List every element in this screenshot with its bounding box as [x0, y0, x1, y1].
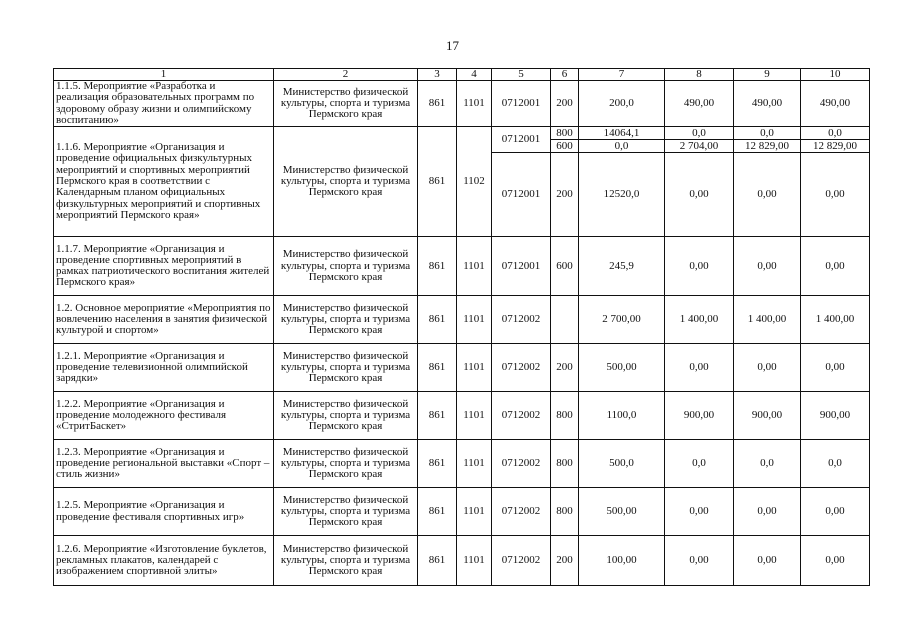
- value-col8: 0,00: [665, 237, 734, 296]
- vr-cell: 800: [551, 440, 579, 488]
- value-col7: 245,9: [579, 237, 665, 296]
- page-number: 17: [446, 38, 459, 53]
- value-col7: 14064,1: [579, 127, 665, 140]
- csr-cell: 0712002: [492, 488, 551, 536]
- ministry-cell: Министерство физической культуры, спорта и туризма Пермского края: [274, 344, 418, 392]
- csr-cell: 0712002: [492, 440, 551, 488]
- table-row: [54, 237, 870, 296]
- ministry-cell: Министерство физической культуры, спорта и туризма Пермского края: [274, 536, 418, 586]
- csr-cell: 0712002: [492, 296, 551, 344]
- table-row: [54, 81, 870, 127]
- event-name: 1.2.5. Мероприятие «Организация и проведение фестиваля спортивных игр»: [54, 488, 274, 536]
- table-row: [54, 392, 870, 440]
- ministry-cell: Министерство физической культуры, спорта и туризма Пермского края: [274, 488, 418, 536]
- col-header: 4: [457, 69, 492, 81]
- csr-cell: 0712001: [492, 153, 551, 237]
- value-col7: 0,0: [579, 140, 665, 153]
- value-col10: 0,00: [801, 153, 870, 237]
- event-name: 1.1.5. Мероприятие «Разработка и реализация образовательных программ по здоровому образу жизни и олимпийскому воспитанию»: [54, 81, 274, 127]
- csr-cell: 0712001: [492, 81, 551, 127]
- value-col8: 0,0: [665, 440, 734, 488]
- value-col10: 490,00: [801, 81, 870, 127]
- value-col7: 500,00: [579, 488, 665, 536]
- value-col9: 0,00: [734, 153, 801, 237]
- event-name: 1.2.3. Мероприятие «Организация и проведение региональной выставки «Спорт – стиль жизни»: [54, 440, 274, 488]
- table-row: [54, 344, 870, 392]
- ministry-cell: Министерство физической культуры, спорта и туризма Пермского края: [274, 81, 418, 127]
- col-header: 10: [801, 69, 870, 81]
- value-col9: 12 829,00: [734, 140, 801, 153]
- value-col10: 0,00: [801, 488, 870, 536]
- value-col8: 1 400,00: [665, 296, 734, 344]
- csr-cell: 0712001: [492, 127, 551, 153]
- value-col9: 0,0: [734, 440, 801, 488]
- col-header: 7: [579, 69, 665, 81]
- vr-cell: 800: [551, 392, 579, 440]
- value-col8: 0,0: [665, 127, 734, 140]
- vr-cell: 800: [551, 488, 579, 536]
- ministry-cell: Министерство физической культуры, спорта и туризма Пермского края: [274, 392, 418, 440]
- event-name: 1.1.7. Мероприятие «Организация и проведение спортивных мероприятий в рамках патриотического воспитания жителей Пермского края»: [54, 237, 274, 296]
- rzpr-cell: 1101: [457, 237, 492, 296]
- event-name: 1.2.6. Мероприятие «Изготовление буклетов, рекламных плакатов, календарей с изображением спортивной элиты»: [54, 536, 274, 586]
- value-col10: 900,00: [801, 392, 870, 440]
- value-col8: 490,00: [665, 81, 734, 127]
- table-row: [54, 488, 870, 536]
- value-col7: 1100,0: [579, 392, 665, 440]
- value-col9: 0,00: [734, 488, 801, 536]
- rzpr-cell: 1101: [457, 392, 492, 440]
- event-name: 1.1.6. Мероприятие «Организация и проведение официальных физкультурных мероприятий и спортивных мероприятий Пермского края в соответствии с Календарным планом официальных физкультурных мероприятий и спортивных мероприятий Пермского края»: [54, 127, 274, 237]
- table-row: [54, 127, 870, 140]
- value-col7: 100,00: [579, 536, 665, 586]
- col-header: 8: [665, 69, 734, 81]
- value-col10: 0,00: [801, 344, 870, 392]
- grbs-cell: 861: [418, 237, 457, 296]
- rzpr-cell: 1101: [457, 488, 492, 536]
- table-row: [54, 296, 870, 344]
- col-header: 9: [734, 69, 801, 81]
- value-col10: 0,00: [801, 536, 870, 586]
- grbs-cell: 861: [418, 536, 457, 586]
- value-col7: 12520,0: [579, 153, 665, 237]
- rzpr-cell: 1101: [457, 296, 492, 344]
- ministry-cell: Министерство физической культуры, спорта и туризма Пермского края: [274, 127, 418, 237]
- vr-cell: [551, 296, 579, 344]
- value-col9: 0,0: [734, 127, 801, 140]
- value-col7: 2 700,00: [579, 296, 665, 344]
- value-col10: 1 400,00: [801, 296, 870, 344]
- vr-cell: 600: [551, 140, 579, 153]
- header-row: [54, 69, 870, 81]
- table-row: [54, 440, 870, 488]
- ministry-cell: Министерство физической культуры, спорта и туризма Пермского края: [274, 296, 418, 344]
- value-col7: 500,0: [579, 440, 665, 488]
- vr-cell: 200: [551, 344, 579, 392]
- col-header: 1: [54, 69, 274, 81]
- grbs-cell: 861: [418, 392, 457, 440]
- value-col8: 0,00: [665, 153, 734, 237]
- csr-cell: 0712002: [492, 536, 551, 586]
- value-col8: 0,00: [665, 536, 734, 586]
- value-col7: 200,0: [579, 81, 665, 127]
- col-header: 5: [492, 69, 551, 81]
- value-col8: 0,00: [665, 488, 734, 536]
- csr-cell: 0712002: [492, 344, 551, 392]
- rzpr-cell: 1101: [457, 536, 492, 586]
- grbs-cell: 861: [418, 344, 457, 392]
- value-col8: 900,00: [665, 392, 734, 440]
- rzpr-cell: 1101: [457, 344, 492, 392]
- value-col7: 500,00: [579, 344, 665, 392]
- col-header: 6: [551, 69, 579, 81]
- table-row: [54, 536, 870, 586]
- value-col9: 1 400,00: [734, 296, 801, 344]
- rzpr-cell: 1102: [457, 127, 492, 237]
- vr-cell: 200: [551, 81, 579, 127]
- value-col9: 0,00: [734, 536, 801, 586]
- event-name: 1.2. Основное мероприятие «Мероприятия по вовлечению населения в занятия физической культурой и спортом»: [54, 296, 274, 344]
- value-col10: 0,0: [801, 127, 870, 140]
- rzpr-cell: 1101: [457, 440, 492, 488]
- ministry-cell: Министерство физической культуры, спорта и туризма Пермского края: [274, 237, 418, 296]
- csr-cell: 0712002: [492, 392, 551, 440]
- rzpr-cell: 1101: [457, 81, 492, 127]
- event-name: 1.2.2. Мероприятие «Организация и проведение молодежного фестиваля «СтритБаскет»: [54, 392, 274, 440]
- grbs-cell: 861: [418, 127, 457, 237]
- grbs-cell: 861: [418, 81, 457, 127]
- col-header: 2: [274, 69, 418, 81]
- value-col9: 0,00: [734, 237, 801, 296]
- ministry-cell: Министерство физической культуры, спорта и туризма Пермского края: [274, 440, 418, 488]
- value-col10: 0,00: [801, 237, 870, 296]
- value-col9: 900,00: [734, 392, 801, 440]
- value-col10: 12 829,00: [801, 140, 870, 153]
- value-col9: 490,00: [734, 81, 801, 127]
- value-col8: 0,00: [665, 344, 734, 392]
- col-header: 3: [418, 69, 457, 81]
- value-col9: 0,00: [734, 344, 801, 392]
- value-col8: 2 704,00: [665, 140, 734, 153]
- csr-cell: 0712001: [492, 237, 551, 296]
- vr-cell: 800: [551, 127, 579, 140]
- grbs-cell: 861: [418, 440, 457, 488]
- value-col10: 0,0: [801, 440, 870, 488]
- vr-cell: 200: [551, 153, 579, 237]
- event-name: 1.2.1. Мероприятие «Организация и проведение телевизионной олимпийской зарядки»: [54, 344, 274, 392]
- vr-cell: 600: [551, 237, 579, 296]
- grbs-cell: 861: [418, 488, 457, 536]
- budget-table: [53, 68, 870, 586]
- vr-cell: 200: [551, 536, 579, 586]
- grbs-cell: 861: [418, 296, 457, 344]
